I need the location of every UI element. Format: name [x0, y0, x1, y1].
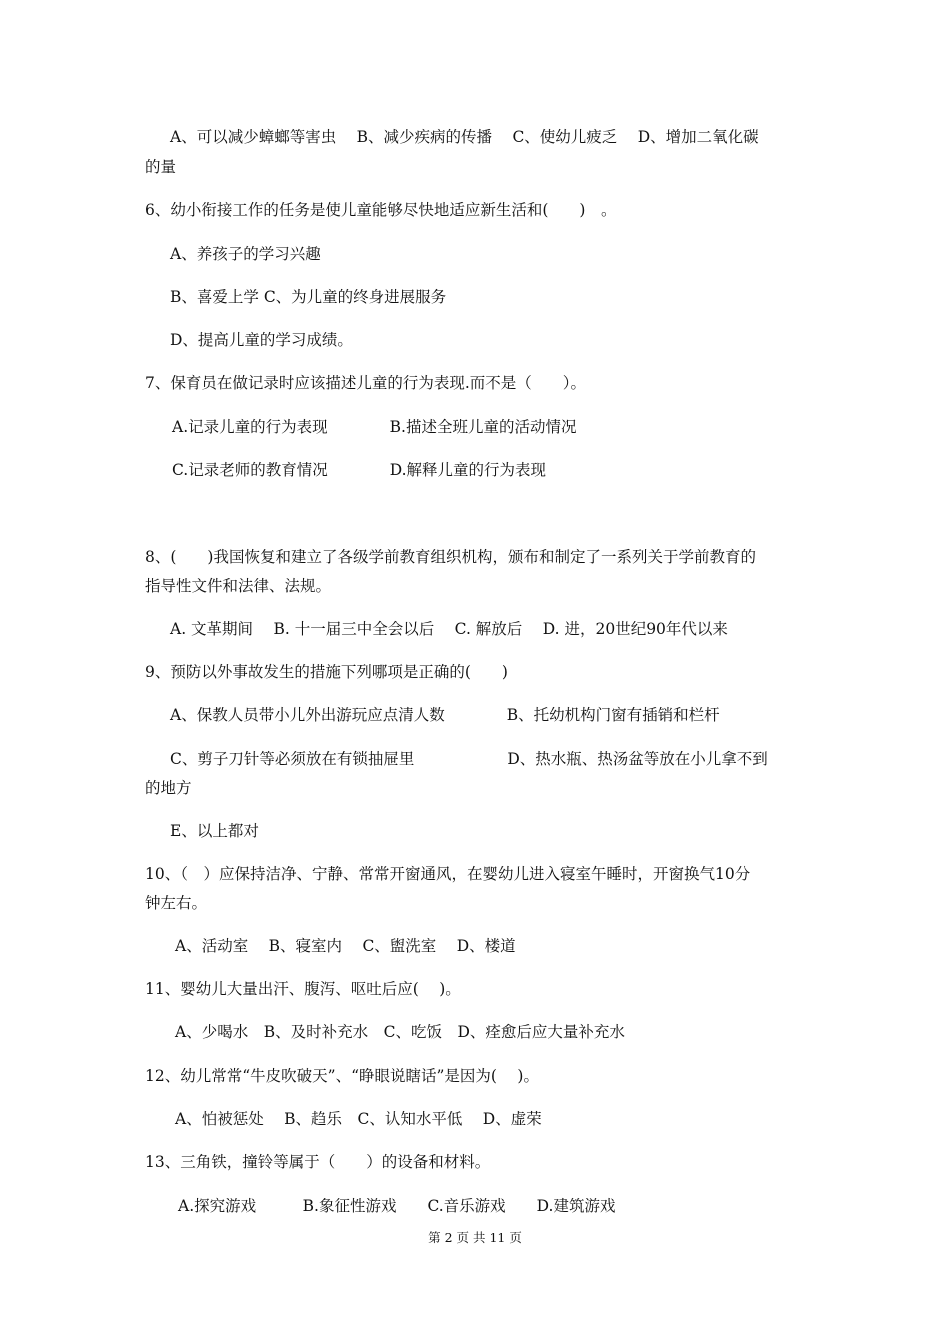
q9-option-e: E、以上都对 — [170, 822, 259, 840]
q5-options-continuation: 的量 — [145, 158, 177, 176]
q9-options-ab: A、保教人员带小儿外出游玩应点清人数 B、托幼机构门窗有插销和栏杆 — [170, 706, 720, 724]
q6-option-d: D、提高儿童的学习成绩。 — [170, 331, 353, 349]
question-9: 9、预防以外事故发生的措施下列哪项是正确的( ) — [145, 663, 508, 681]
q10-options: A、活动室 B、寝室内 C、盥洗室 D、楼道 — [175, 937, 516, 955]
question-6: 6、幼小衔接工作的任务是使儿童能够尽快地适应新生活和( ) 。 — [145, 201, 617, 219]
question-12: 12、幼儿常常“牛皮吹破天”、“睁眼说瞎话”是因为( )。 — [145, 1067, 539, 1085]
page-footer: 第 2 页 共 11 页 — [428, 1230, 522, 1245]
q7-options-cd: C.记录老师的教育情况 D.解释儿童的行为表现 — [172, 461, 547, 479]
q8-options: A. 文革期间 B. 十一届三中全会以后 C. 解放后 D. 进，20世纪90年代以来 — [170, 620, 728, 638]
q9-options-cd: C、剪子刀针等必须放在有锁抽屉里 D、热水瓶、热汤盆等放在小儿拿不到 — [170, 750, 768, 768]
question-7: 7、保育员在做记录时应该描述儿童的行为表现.而不是（ ）。 — [145, 374, 587, 392]
q6-option-b-c: B、喜爱上学 C、为儿童的终身进展服务 — [170, 288, 447, 306]
question-10: 10、（ ）应保持洁净、宁静、常常开窗通风，在婴幼儿进入寝室午睡时，开窗换气10分 — [145, 865, 751, 883]
question-8: 8、( )我国恢复和建立了各级学前教育组织机构，颁布和制定了一系列关于学前教育的 — [145, 548, 756, 566]
q9-options-continuation: 的地方 — [145, 779, 192, 797]
q6-option-a: A、养孩子的学习兴趣 — [170, 245, 321, 263]
question-10-continuation: 钟左右。 — [145, 894, 208, 912]
question-13: 13、三角铁，撞铃等属于（ ）的设备和材料。 — [145, 1153, 491, 1171]
q11-options: A、少喝水 B、及时补充水 C、吃饭 D、痊愈后应大量补充水 — [175, 1023, 625, 1041]
q5-options-line: A、可以减少蟑螂等害虫 B、减少疾病的传播 C、使幼儿疲乏 D、增加二氧化碳 — [170, 128, 759, 146]
question-11: 11、婴幼儿大量出汗、腹泻、呕吐后应( )。 — [145, 980, 461, 998]
q7-options-ab: A.记录儿童的行为表现 B.描述全班儿童的活动情况 — [172, 418, 577, 436]
q13-options: A.探究游戏 B.象征性游戏 C.音乐游戏 D.建筑游戏 — [178, 1197, 616, 1215]
q12-options: A、怕被惩处 B、趋乐 C、认知水平低 D、虚荣 — [175, 1110, 542, 1128]
question-8-continuation: 指导性文件和法律、法规。 — [145, 577, 332, 595]
